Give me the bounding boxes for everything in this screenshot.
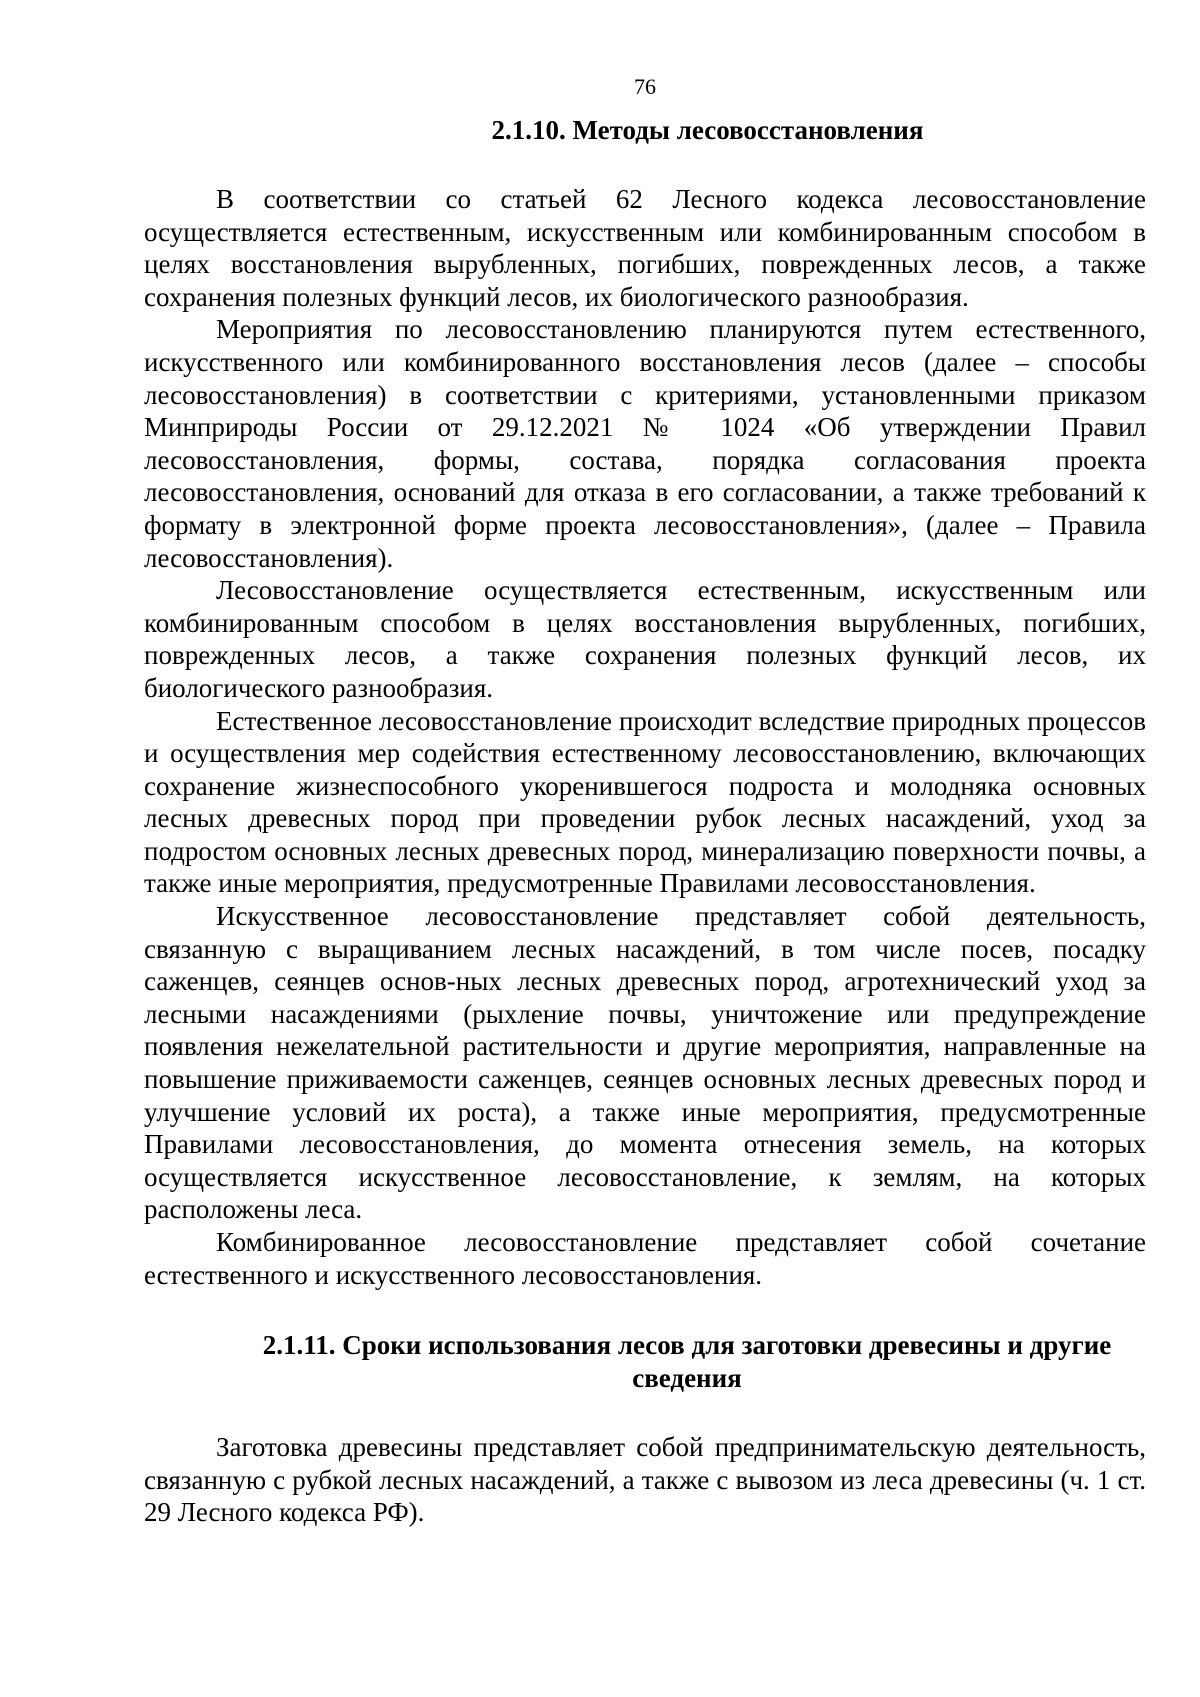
section-heading-methods: 2.1.10. Методы лесовосстановления <box>491 115 924 145</box>
paragraph: Естественное лесовосстановление происходит вследствие природных процессов и осуществления мер содействия естественному лесовосстановлению, включающих сохранение жизнеспособного укоренившегося подроста и молодняка основных лесных древесных пород при проведении рубок лесных насаждений, уход за подростом основных лесных древесных пород, минерализацию поверхности почвы, а также иные мероприятия, предусмотренные Правилами лесовосстановления. <box>144 705 1146 899</box>
paragraph: Мероприятия по лесовосстановлению планируются путем естественного, искусственного или комбинированного восстановления лесов (далее – способы лесовосстановления) в соответствии с критериями, установленными приказом Минприроды России от 29.12.2021 № 1024 «Об утверждении Правил лесовосстановления, формы, состава, порядка согласования проекта лесовосстановления, оснований для отказа в его согласовании, а также требований к формату в электронной форме проекта лесовосстановления», (далее – Правила лесовосстановления). <box>144 314 1146 573</box>
paragraph: Комбинированное лесовосстановление представляет собой сочетание естественного и искусственного лесовосстановления. <box>144 1227 1146 1290</box>
page-number: 76 <box>634 74 656 99</box>
paragraph: Лесовосстановление осуществляется естественным, искусственным или комбинированным способом в целях восстановления вырубленных, погибших, поврежденных лесов, а также сохранения полезных функций лесов, их биологического разнообразия. <box>144 575 1146 703</box>
paragraph: Заготовка древесины представляет собой предпринимательскую деятельность, связанную с рубкой лесных насаждений, а также с вывозом из леса древесины (ч. 1 ст. 29 Лесного кодекса РФ). <box>144 1432 1146 1528</box>
section-heading-terms-line2: сведения <box>632 1363 742 1394</box>
page-content <box>144 114 1146 1529</box>
paragraph: Искусственное лесовосстановление представляет собой деятельность, связанную с выращиванием лесных насаждений, в том числе посев, посадку саженцев, сеянцев основ-ных лесных древесных пород, агротехнический уход за лесными насаждениями (рыхление почвы, уничтожение или предупреждение появления нежелательной растительности и другие мероприятия, направленные на повышение приживаемости саженцев, сеянцев основных лесных древесных пород и улучшение условий их роста), а также иные мероприятия, предусмотренные Правилами лесовосстановления, до момента отнесения земель, на которых осуществляется искусственное лесовосстановление, к землям, на которых расположены леса. <box>144 901 1146 1225</box>
paragraph: В соответствии со статьей 62 Лесного кодекса лесовосстановление осуществляется естественным, искусственным или комбинированным способом в целях восстановления вырубленных, погибших, поврежденных лесов, а также сохранения полезных функций лесов, их биологического разнообразия. <box>144 184 1146 312</box>
section-heading-terms-line1: 2.1.11. Сроки использования лесов для заготовки древесины и другие <box>262 1330 1112 1361</box>
section-heading-terms <box>144 1329 1146 1395</box>
